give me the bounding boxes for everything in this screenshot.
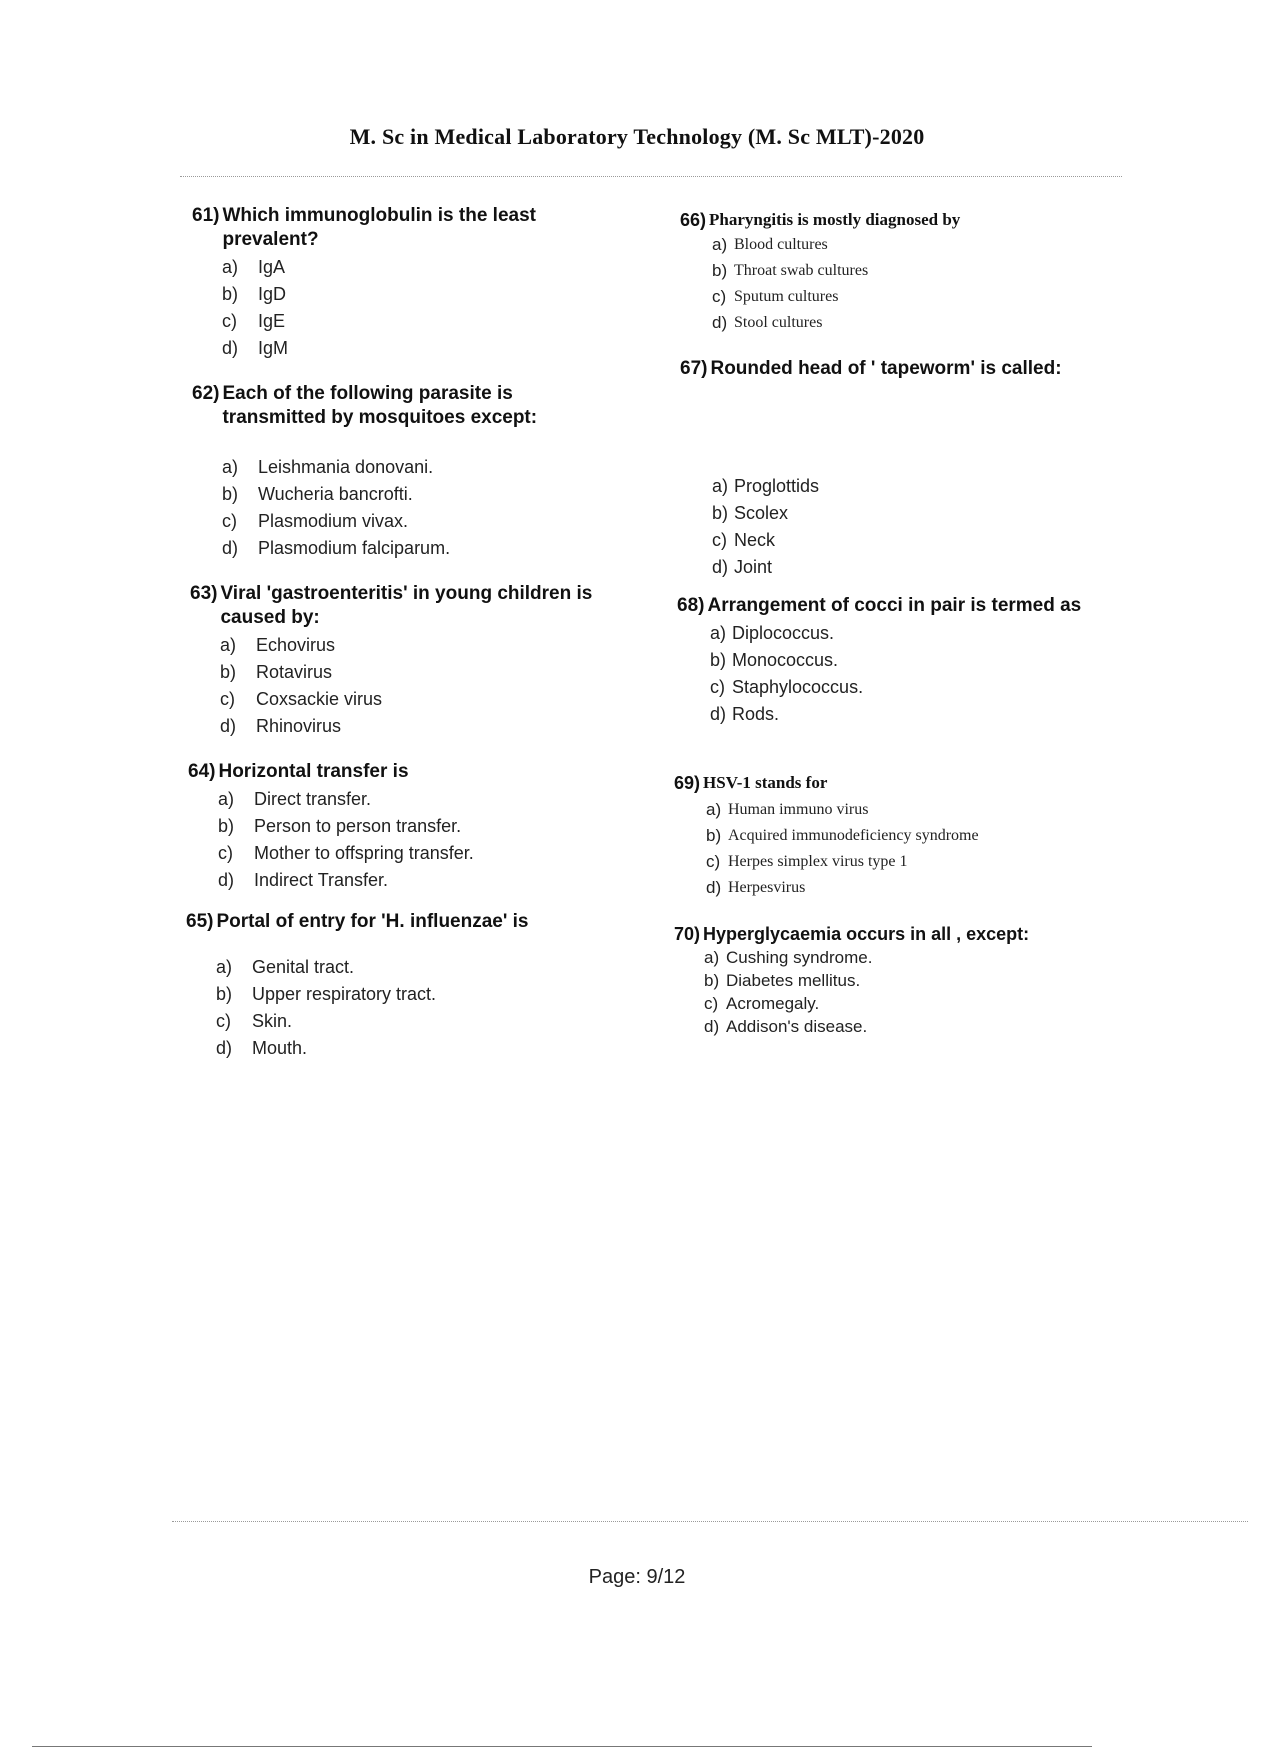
question-number: 62) [192, 383, 220, 404]
option-a: a) Proglottids [712, 476, 820, 496]
option-c: c) IgE [222, 311, 286, 331]
option-d: d) Addison's disease. [704, 1017, 868, 1036]
question-number: 64) [188, 761, 216, 782]
option-c: c) Herpes simplex virus type 1 [706, 852, 908, 871]
option-c: c) Staphylococcus. [710, 677, 864, 697]
question-69 [674, 771, 1114, 901]
question-text: Horizontal transfer is [218, 761, 409, 782]
question-text: Rounded head of ' tapeworm' is called: [710, 358, 1062, 379]
option-b: b) Rotavirus [220, 662, 333, 682]
option-d: d) Stool cultures [712, 313, 823, 332]
document-title: M. Sc in Medical Laboratory Technology (M. Sc MLT)-2020 [349, 124, 925, 149]
question-64 [188, 760, 608, 894]
option-b: b) Acquired immunodeficiency syndrome [706, 826, 979, 845]
option-a: a) Diplococcus. [710, 623, 835, 643]
option-d: d) Rods. [710, 704, 780, 724]
option-b: b) Diabetes mellitus. [704, 971, 861, 990]
option-b: b) IgD [222, 284, 287, 304]
option-c: c) Plasmodium vivax. [222, 511, 409, 531]
option-b: b) Person to person transfer. [218, 816, 462, 836]
page-number: Page: 9/12 [588, 1566, 686, 1588]
question-number: 67) [680, 358, 708, 379]
question-68 [677, 594, 1097, 728]
question-text: Which immunoglobulin is the least prevalent? [222, 205, 536, 250]
option-b: b) Scolex [712, 503, 789, 523]
option-a: a) Cushing syndrome. [704, 948, 873, 967]
question-61 [192, 204, 592, 362]
option-a: a) Leishmania donovani. [222, 457, 434, 477]
option-b: b) Wucheria bancrofti. [222, 484, 413, 504]
option-c: c) Mother to offspring transfer. [218, 843, 474, 863]
question-text: Portal of entry for 'H. influenzae' is [216, 911, 529, 932]
option-d: d) IgM [222, 338, 289, 358]
question-63 [190, 582, 610, 740]
question-number: 70) [674, 924, 701, 944]
question-67 [680, 357, 1120, 581]
option-a: a) IgA [222, 257, 286, 277]
option-a: a) Echovirus [220, 635, 336, 655]
option-a: a) Genital tract. [216, 957, 355, 977]
question-65 [186, 910, 606, 1062]
option-a: a) Direct transfer. [218, 789, 372, 809]
option-c: c) Neck [712, 530, 776, 550]
option-d: d) Plasmodium falciparum. [222, 538, 451, 558]
question-number: 65) [186, 911, 214, 932]
option-d: d) Herpesvirus [706, 878, 806, 897]
question-text: Viral 'gastroenteritis' in young children is caused by: [220, 583, 593, 628]
question-70 [674, 922, 1114, 1038]
question-66 [680, 208, 1100, 336]
option-c: c) Coxsackie virus [220, 689, 383, 709]
question-62 [192, 382, 592, 562]
question-number: 66) [680, 210, 707, 230]
option-c: c) Skin. [216, 1011, 293, 1031]
option-c: c) Sputum cultures [712, 287, 839, 306]
question-text: Each of the following parasite is transmitted by mosquitoes except: [222, 383, 538, 428]
question-text: Pharyngitis is mostly diagnosed by [709, 210, 961, 229]
question-text: Arrangement of cocci in pair is termed as [707, 595, 1082, 616]
option-a: a) Blood cultures [712, 235, 828, 254]
page-edge-line [32, 1746, 1092, 1747]
question-number: 63) [190, 583, 218, 604]
question-number: 69) [674, 773, 701, 793]
question-number: 61) [192, 205, 220, 226]
option-b: b) Throat swab cultures [712, 261, 869, 280]
option-d: d) Joint [712, 557, 773, 577]
footer-divider [172, 1521, 1248, 1522]
option-d: d) Rhinovirus [220, 716, 342, 736]
header-divider [180, 176, 1122, 177]
question-text: Hyperglycaemia occurs in all , except: [703, 924, 1030, 944]
option-c: c) Acromegaly. [704, 994, 820, 1013]
option-b: b) Monococcus. [710, 650, 839, 670]
option-d: d) Indirect Transfer. [218, 870, 389, 890]
option-a: a) Human immuno virus [706, 800, 869, 819]
option-d: d) Mouth. [216, 1038, 308, 1058]
option-b: b) Upper respiratory tract. [216, 984, 437, 1004]
question-text: HSV-1 stands for [703, 773, 828, 792]
question-number: 68) [677, 595, 705, 616]
